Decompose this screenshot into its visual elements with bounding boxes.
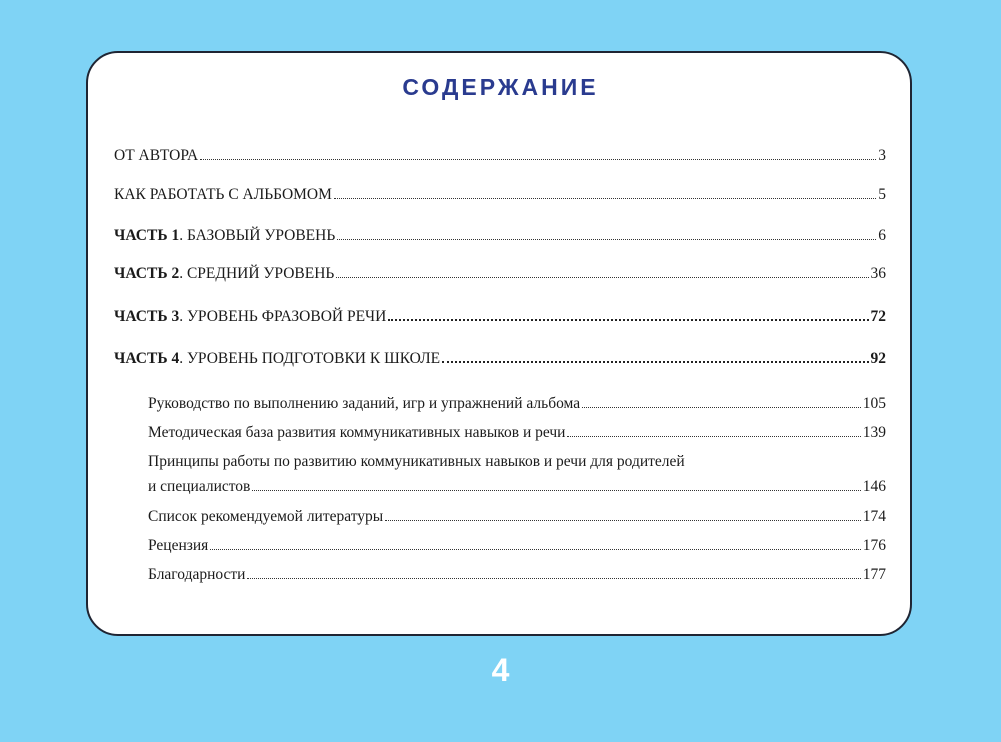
- page-number: 4: [491, 652, 510, 688]
- dot-leader: [210, 549, 860, 550]
- toc-entry-label: ОТ АВТОРА: [114, 147, 199, 164]
- part-title: . БАЗОВЫЙ УРОВЕНЬ: [179, 227, 336, 244]
- page-title: СОДЕРЖАНИЕ: [402, 74, 599, 100]
- toc-subentry-label: и специалистов: [148, 478, 251, 495]
- toc-entry-page: 5: [878, 186, 886, 203]
- part-prefix: ЧАСТЬ 1: [114, 227, 180, 244]
- toc-entry-page: 72: [870, 308, 886, 325]
- toc-subentry-label: Благодарности: [148, 566, 246, 583]
- toc-subentry-page: 146: [862, 478, 886, 495]
- dot-leader: [582, 407, 861, 408]
- toc-entry-part-1: [114, 227, 886, 245]
- toc-entry-label: [114, 227, 335, 245]
- part-prefix: ЧАСТЬ 2: [114, 265, 180, 282]
- toc-entry-label: КАК РАБОТАТЬ С АЛЬБОМОМ: [114, 186, 332, 203]
- toc-entry-label: [114, 265, 334, 283]
- toc-subentry-principles: [148, 478, 886, 496]
- toc-entry-page: 36: [870, 265, 886, 282]
- dot-leader: [442, 361, 868, 363]
- toc-entry-part-2: [114, 265, 886, 283]
- toc-entry-page: 6: [878, 227, 886, 244]
- part-title: . УРОВЕНЬ ПОДГОТОВКИ К ШКОЛЕ: [179, 350, 441, 367]
- toc-entry-how-to-work: [114, 186, 886, 204]
- toc-entry-label: [114, 350, 440, 368]
- dot-leader: [388, 319, 868, 321]
- part-title: . УРОВЕНЬ ФРАЗОВОЙ РЕЧИ: [179, 308, 387, 325]
- dot-leader: [252, 490, 860, 491]
- toc-subentry-label: Методическая база развития коммуникативных навыков и речи: [148, 424, 566, 441]
- dot-leader: [337, 239, 876, 240]
- toc-subentry-guide: [148, 395, 886, 413]
- dot-leader: [334, 198, 876, 199]
- toc-entry-label: [114, 308, 386, 326]
- toc-subentry-acknowledgements: [148, 566, 886, 584]
- dot-leader: [385, 520, 861, 521]
- toc-entry-from-author: [114, 147, 886, 165]
- toc-subentry-label: Рецензия: [148, 537, 209, 554]
- toc-entry-page: 92: [870, 350, 886, 367]
- toc-subentry-page: 174: [862, 508, 886, 525]
- toc-subentry-page: 105: [862, 395, 886, 412]
- toc-entry-part-3: [114, 308, 886, 326]
- toc-subentry-label: Список рекомендуемой литературы: [148, 508, 384, 525]
- toc-subentry-methodology: [148, 424, 886, 442]
- dot-leader: [247, 578, 860, 579]
- dot-leader: [336, 277, 868, 278]
- toc-subentry-principles-line1: Принципы работы по развитию коммуникативных навыков и речи для родителей: [148, 453, 685, 470]
- toc-subentry-label: Руководство по выполнению заданий, игр и упражнений альбома: [148, 395, 581, 412]
- toc-subentry-page: 139: [862, 424, 886, 441]
- part-prefix: ЧАСТЬ 4: [114, 350, 180, 367]
- part-prefix: ЧАСТЬ 3: [114, 308, 180, 325]
- toc-entry-part-4: [114, 350, 886, 368]
- toc-subentry-page: 176: [862, 537, 886, 554]
- toc-entry-page: 3: [878, 147, 886, 164]
- toc-subentry-review: [148, 537, 886, 555]
- toc-subentry-page: 177: [862, 566, 886, 583]
- part-title: . СРЕДНИЙ УРОВЕНЬ: [179, 265, 335, 282]
- dot-leader: [567, 436, 860, 437]
- dot-leader: [200, 159, 876, 160]
- toc-subentry-literature: [148, 508, 886, 526]
